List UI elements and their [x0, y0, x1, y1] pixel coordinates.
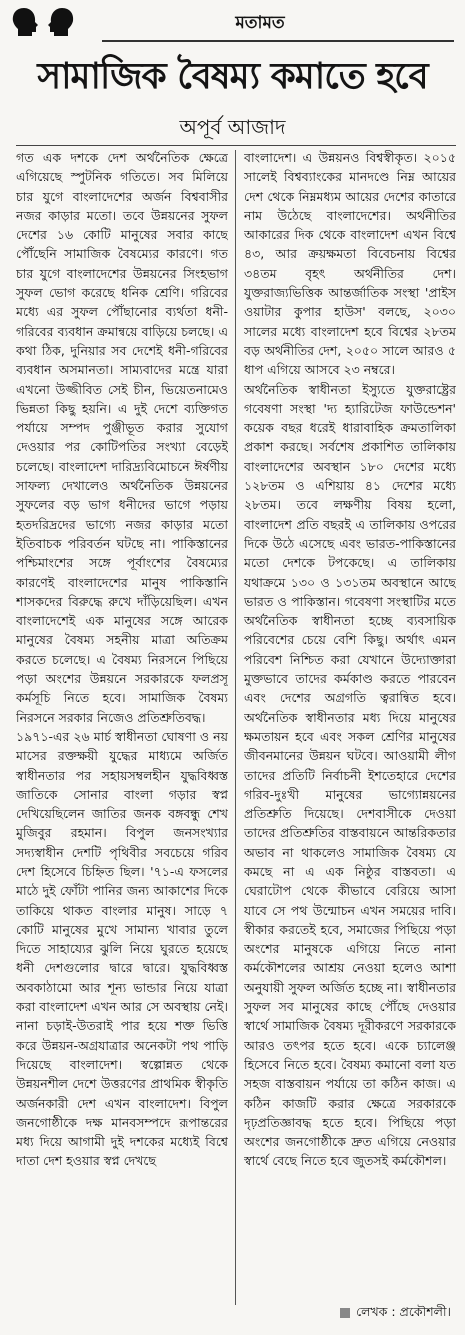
- head-right-icon: [46, 6, 76, 38]
- byline-text: লেখক : প্রকৌশলী।: [356, 1304, 451, 1319]
- byline: [340, 1302, 451, 1322]
- article-title: সামাজিক বৈষম্য কমাতে হবে: [37, 56, 428, 97]
- section-label: মতামত: [235, 13, 285, 33]
- column-divider: [235, 150, 236, 1305]
- head-left-icon: [10, 6, 40, 38]
- header-rule: [102, 40, 454, 42]
- square-bullet-icon: [340, 1308, 350, 1318]
- two-heads-silhouette-icon: [10, 6, 90, 40]
- article-author: অপূর্ব আজাদ: [179, 115, 286, 139]
- author-rule: [16, 145, 456, 146]
- section-header: [0, 0, 465, 46]
- article-column-right: [244, 148, 456, 1298]
- paragraph: বাংলাদেশ। এ উন্নয়নও বিশ্বস্বীকৃত। ২০১৫ সালেই বিশ্বব্যাংকের মানদণ্ডে নিম্ন আয়ের দেশ থেকে নিম্নমধ্যম আয়ের দেশের কাতারে নাম উঠেছে বাংলাদেশের। অর্থনীতির আকারের দিক থেকে বাংলাদেশ এখন বিশ্বে ৪৩, আর ক্রয়ক্ষমতা বিবেচনায় বিশ্বের ৩৪তম বৃহৎ অর্থনীতির দেশ। যুক্তরাজ্যভিত্তিক আন্তর্জাতিক সংস্থা 'প্রাইস ওয়াটার কুপার হাউস' বলছে, ২০৩০ সালের মধ্যে বাংলাদেশ হবে বিশ্বের ২৮তম বড় অর্থনীতির দেশ, ২০৫০ সালে আরও ৫ ধাপ এগিয়ে আসবে ২৩ নম্বরে।: [244, 150, 456, 378]
- paragraph: ১৯৭১-এর ২৬ মার্চ স্বাধীনতা ঘোষণা ও নয় মাসের রক্তক্ষয়ী যুদ্ধের মাধ্যমে অর্জিত স্বাধীনতার পর সহায়সম্বলহীন যুদ্ধবিধ্বস্ত জাতিকে সোনার বাংলা গড়ার স্বপ্ন দেখিয়েছিলেন জাতির জনক বঙ্গবন্ধু শেখ মুজিবুর রহমান। বিপুল জনসংখ্যার সদ্যস্বাধীন দেশটি পৃথিবীর সবচেয়ে গরিব দেশ হিসেবে চিহ্নিত ছিল। '৭১-এ ফসলের মাঠে দুই ফোঁটা পানির জন্য আকাশের দিকে তাকিয়ে থাকত বাংলার মানুষ। সাড়ে ৭ কোটি মানুষের মুখে সামান্য খাবার তুলে দিতে সাহায্যের ঝুলি নিয়ে ঘুরতে হয়েছে ধনী দেশগুলোর দ্বারে দ্বারে। যুদ্ধবিধ্বস্ত অবকাঠামো আর শূন্য ভান্ডার নিয়ে যাত্রা করা বাংলাদেশ এখন আর সে অবস্থায় নেই। নানা চড়াই-উতরাই পার হয়ে শক্ত ভিত্তি করে উন্নয়ন-অগ্রযাত্রার অনেকটা পথ পাড়ি দিয়েছে বাংলাদেশ। স্বল্পোন্নত থেকে উন্নয়নশীল দেশে উত্তরণের প্রাথমিক স্বীকৃতি অর্জনকারী দেশ এখন বাংলাদেশ। বিপুল জনগোষ্ঠীকে দক্ষ মানবসম্পদে রূপান্তরের মধ্য দিয়ে আগামী দুই দশকের মধ্যেই বিশ্বে দাতা দেশ হওয়ার স্বপ্ন দেখছে: [16, 728, 228, 1169]
- article-column-left: [16, 148, 228, 1298]
- paragraph: গত এক দশকে দেশ অর্থনৈতিক ক্ষেত্রে এগিয়েছে স্পুটনিক গতিতে। সব মিলিয়ে চার যুগে বাংলাদেশের অর্জন বিশ্ববাসীর নজর কাড়ার মতো। তবে উন্নয়নের সুফল দেশের ১৬ কোটি মানুষের সবার কাছে পৌঁছেনি সামাজিক বৈষম্যের কারণে। গত চার যুগে বাংলাদেশের উন্নয়নের সিংহভাগ সুফল ভোগ করেছে ধনিক শ্রেণি। গরিবের মধ্যে এর সুফল পৌঁছানোর ব্যর্থতা ধনী-গরিবের ব্যবধান ক্রমান্বয়ে বাড়িয়ে চলছে। এ কথা ঠিক, দুনিয়ার সব দেশেই ধনী-গরিবের ব্যবধান অসমানতা। সাম্যবাদের মন্ত্রে যারা এখনো উজ্জীবিত সেই চীন, ভিয়েতনামেও ভিন্নতা কিছু হয়নি। এ দুই দেশে ব্যক্তিগত পর্যায়ে সম্পদ পুঞ্জীভূত করার সুযোগ দেওয়ার পর কোটিপতির সংখ্যা বেড়েই চলেছে। বাংলাদেশ দারিদ্র্যবিমোচনে ঈর্ষণীয় সাফল্য দেখালেও অর্থনৈতিক উন্নয়নের সুফলের বড় ভাগ ধনীদের ভাগে পড়ায় হতদরিদ্রদের ভাগ্যে নজর কাড়ার মতো ইতিবাচক পরিবর্তন ঘটছে না। পাকিস্তানের পশ্চিমাংশের সঙ্গে পূর্বাংশের বৈষম্যের কারণেই বাংলাদেশের মানুষ পাকিস্তানি শাসকদের বিরুদ্ধে রুখে দাঁড়িয়েছিল। এখন বাংলাদেশেই এক মানুষের সঙ্গে আরেক মানুষের বৈষম্য সহনীয় মাত্রা অতিক্রম করতে চলেছে। এ বৈষম্য নিরসনে পিছিয়ে পড়া অংশের উন্নয়নে সরকারকে ফলপ্রসূ কর্মসূচি নিতে হবে। সামাজিক বৈষম্য নিরসনে সরকার নিজেও প্রতিশ্রুতিবদ্ধ।: [16, 150, 228, 725]
- paragraph: অর্থনৈতিক স্বাধীনতা ইস্যুতে যুক্তরাষ্ট্রের গবেষণা সংস্থা 'দ্য হ্যারিটেজ ফাউন্ডেশন' কয়েক বছর ধরেই ধারাবাহিক ক্রমতালিকা প্রকাশ করছে। সর্বশেষ প্রকাশিত তালিকায় বাংলাদেশের অবস্থান ১৮০ দেশের মধ্যে ১২৮তম ও এশিয়ায় ৪১ দেশের মধ্যে ২৮তম। তবে লক্ষণীয় বিষয় হলো, বাংলাদেশ প্রতি বছরই এ তালিকায় ওপরের দিকে উঠে এসেছে এবং ভারত-পাকিস্তানের মতো দেশকে টপকেছে। এ তালিকায় যথাক্রমে ১৩০ ও ১৩১তম অবস্থানে আছে ভারত ও পাকিস্তান। গবেষণা সংস্থাটির মতে অর্থনৈতিক স্বাধীনতা হচ্ছে ব্যবসায়িক পরিবেশের চেয়ে বেশি কিছু। অর্থাৎ এমন পরিবেশ নিশ্চিত করা যেখানে উদ্যোক্তারা মুক্তভাবে তাদের কর্মকাণ্ড করতে পারবেন এবং দেশের অগ্রগতি ত্বরান্বিত হবে। অর্থনৈতিক স্বাধীনতার মধ্য দিয়ে মানুষের ক্ষমতায়ন হবে এবং সকল শ্রেণির মানুষের জীবনমানের উন্নয়ন ঘটবে। আওয়ামী লীগ তাদের প্রতিটি নির্বাচনী ইশতেহারে দেশের গরিব-দুঃখী মানুষের ভাগ্যোন্নয়নের প্রতিশ্রুতি দিয়েছে। দেশবাসীকে দেওয়া তাদের প্রতিশ্রুতির বাস্তবায়নে আন্তরিকতার অভাব না থাকলেও সামাজিক বৈষম্য যে কমছে না এ এক নিষ্ঠুর বাস্তবতা। এ ঘেরাটোপ থেকে কীভাবে বেরিয়ে আসা যাবে সে পথ উন্মোচন এখন সময়ের দাবি। স্বীকার করতেই হবে, সমাজের পিছিয়ে পড়া অংশের মানুষকে এগিয়ে নিতে নানা কর্মকৌশলের আশ্রয় নেওয়া হলেও আশা অনুযায়ী সুফল অর্জিত হচ্ছে না। স্বাধীনতার সুফল সব মানুষের কাছে পৌঁছে দেওয়ার স্বার্থে সামাজিক বৈষম্য দূরীকরণে সরকারকে আরও তৎপর হতে হবে। একে চ্যালেঞ্জ হিসেবে নিতে হবে। বৈষম্য কমানো বলা যত সহজ বাস্তবায়ন পর্যায়ে তা কঠিন কাজ। এ কঠিন কাজটি করার ক্ষেত্রে সরকারকে দৃঢ়প্রতিজ্ঞাবদ্ধ হতে হবে। পিছিয়ে পড়া অংশের জনগোষ্ঠীকে দ্রুত এগিয়ে নেওয়ার স্বার্থে বেছে নিতে হবে জুতসই কর্মকৌশল।: [244, 381, 456, 1169]
